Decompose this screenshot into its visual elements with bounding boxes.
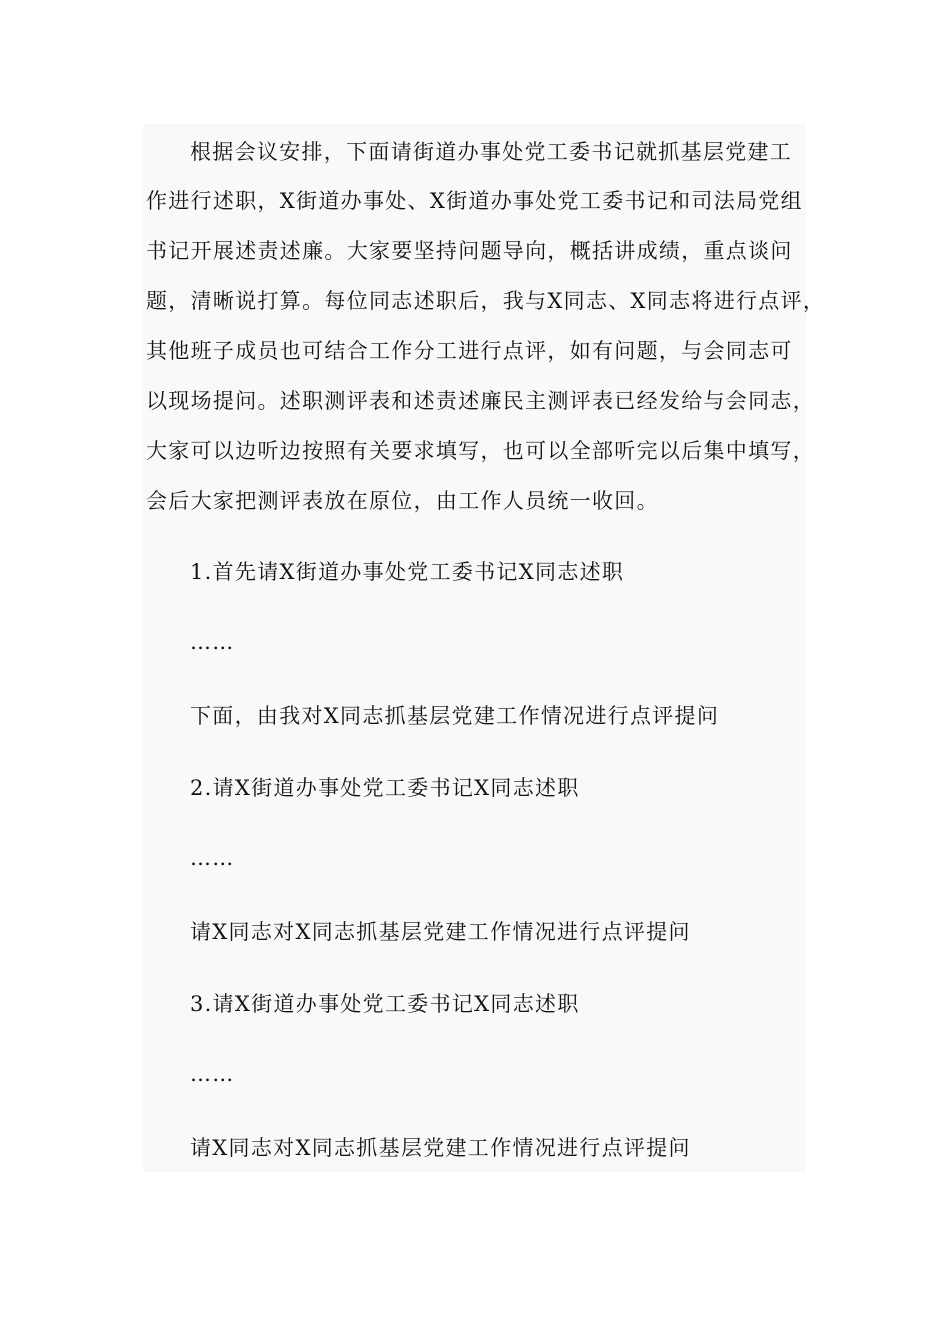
intro-line-7: 大家可以边听边按照有关要求填写，也可以全部听完以后集中填写， bbox=[146, 439, 815, 463]
agenda-item-3: 3.请X街道办事处党工委书记X同志述职 bbox=[190, 992, 580, 1016]
intro-line-3: 书记开展述责述廉。大家要坚持问题导向，概括讲成绩，重点谈问 bbox=[146, 239, 793, 263]
ellipsis-2: …… bbox=[190, 846, 235, 870]
agenda-item-1: 1.首先请X街道办事处党工委书记X同志述职 bbox=[190, 560, 625, 584]
ellipsis-3: …… bbox=[190, 1062, 235, 1086]
intro-line-6: 以现场提问。述职测评表和述责述廉民主测评表已经发给与会同志， bbox=[146, 389, 815, 413]
intro-line-2: 作进行述职，X街道办事处、X街道办事处党工委书记和司法局党组 bbox=[146, 189, 803, 213]
agenda-item-2: 2.请X街道办事处党工委书记X同志述职 bbox=[190, 776, 580, 800]
review-line-3: 请X同志对X同志抓基层党建工作情况进行点评提问 bbox=[190, 1136, 691, 1160]
intro-line-8: 会后大家把测评表放在原位，由工作人员统一收回。 bbox=[146, 489, 659, 513]
review-line-2: 请X同志对X同志抓基层党建工作情况进行点评提问 bbox=[190, 920, 691, 944]
intro-line-5: 其他班子成员也可结合工作分工进行点评，如有问题，与会同志可 bbox=[146, 339, 793, 363]
intro-line-4: 题，清晰说打算。每位同志述职后，我与X同志、X同志将进行点评， bbox=[146, 289, 826, 313]
intro-line-1: 根据会议安排，下面请街道办事处党工委书记就抓基层党建工 bbox=[190, 140, 793, 164]
ellipsis-1: …… bbox=[190, 630, 235, 654]
review-line-1: 下面，由我对X同志抓基层党建工作情况进行点评提问 bbox=[190, 704, 720, 728]
